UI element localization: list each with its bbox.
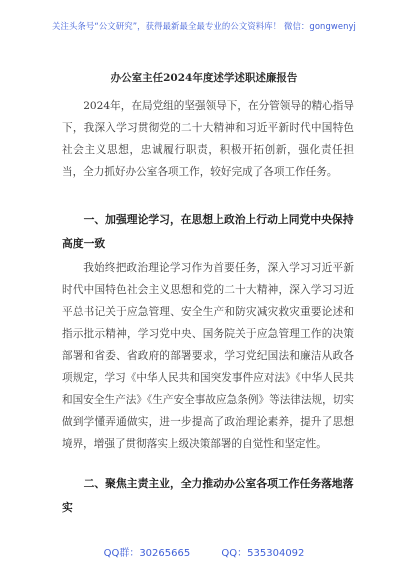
intro-paragraph: 2024年，在局党组的坚强领导下，在分管领导的精心指导下，我深入学习贯彻党的二十大精神和习近平新时代中国特色社会主义思想，忠诚履行职责，积极开拓创新，强化责任担当，全力抓好办公室各项工作，较好完成了各项工作任务。 [62, 100, 354, 178]
section-1-heading: 一、加强理论学习，在思想上政治上行动上同党中央保持高度一致 [62, 213, 354, 250]
header-banner: 关注头条号“公文研究”，获得最新最全最专业的公文资料库！ 微信：gongwenyj [52, 21, 356, 31]
footer-qq: QQ：535304092 [221, 548, 305, 559]
section-1-paragraph: 我始终把政治理论学习作为首要任务，深入学习习近平新时代中国特色社会主义思想和党的二十大精神，深入学习习近平总书记关于应急管理、安全生产和防灾减灾救灾重要论述和指示批示精神，学习党中央、国务院关于应急管理工作的决策部署和省委、省政府的部署要求，学习党纪国法和廉洁从政各项规定，学习《中华人民共和国突发事件应对法》《中华人民共和国安全生产法》《生产安全事故应急条例》等法律法规，切实做到学懂弄通做实，进一步提高了政治理论素养，提升了思想境界，增强了贯彻落实上级决策部署的自觉性和坚定性。 [62, 262, 354, 450]
footer-contact [0, 544, 408, 559]
footer-qq-group: QQ群：30265665 [103, 548, 191, 559]
section-2-heading: 二、聚焦主责主业，全力推动办公室各项工作任务落地落实 [62, 477, 354, 514]
document-title: 办公室主任2024年度述学述职述廉报告 [110, 72, 298, 84]
